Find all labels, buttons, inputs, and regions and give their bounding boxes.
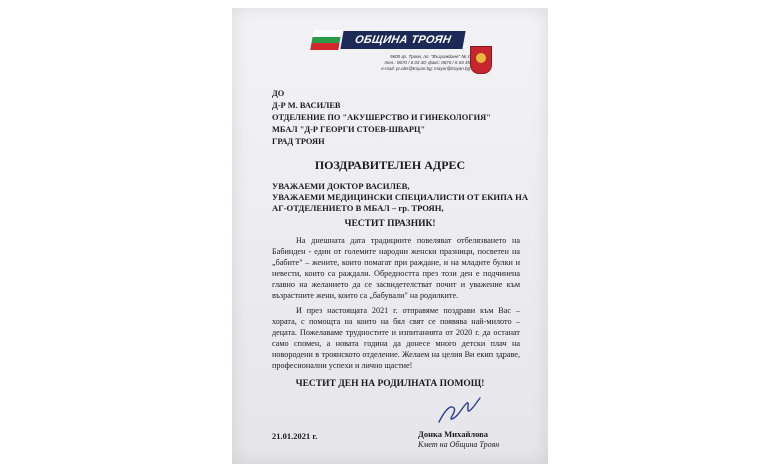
- contact-line: 5600 гр. Троян, пл. "Възраждане" № 1: [390, 54, 470, 59]
- flag-icon: [310, 30, 342, 50]
- letterhead: [312, 30, 492, 90]
- coat-of-arms-icon: [470, 46, 492, 74]
- letterhead-contact: [378, 54, 470, 72]
- signature-icon: [436, 394, 482, 426]
- body-paragraph: На днешната дата традициите повеляват отбелязването на Бабинден - един от големите народни женски празници, посветен на „бабите" – жените, които помагат при раждане, и на младите булки и невести, които са раждали. Обредността през този ден е подчинена главно на желанието да се засвидетелстват почит и уважение към възрастните жени, които са „бабували" на родилките.: [272, 236, 520, 300]
- org-name: ОБЩИНА ТРОЯН: [340, 31, 465, 49]
- salutation-line: УВАЖАЕМИ МЕДИЦИНСКИ СПЕЦИАЛИСТИ ОТ ЕКИПА НА: [272, 192, 529, 202]
- salutation-line: УВАЖАЕМИ ДОКТОР ВАСИЛЕВ,: [272, 181, 410, 191]
- contact-line: тел.: 0670 / 6 03 30; факс: 0670 / 6 03 45: [384, 60, 470, 65]
- signatory-name: Донка Михайлова: [418, 429, 488, 439]
- recipient-line: МБАЛ "Д-Р ГЕОРГИ СТОЕВ-ШВАРЦ": [272, 125, 426, 134]
- letter-heading: ПОЗДРАВИТЕЛЕН АДРЕС: [314, 158, 466, 172]
- recipient-line: ДО: [272, 89, 285, 98]
- letter-document: [232, 8, 548, 464]
- closing-line: ЧЕСТИТ ДЕН НА РОДИЛНАТА ПОМОЩ!: [295, 379, 485, 389]
- salutation-line: АГ-ОТДЕЛЕНИЕТО В МБАЛ – гр. ТРОЯН,: [272, 203, 444, 213]
- body-paragraph: И през настоящата 2021 г. отправяме поздрави към Вас – хората, с помощта на които на бял свят се появява най-милото – децата. Пожелаваме трудностите и изпитанията от 2020 г. да останат само спомен, а новата година да донесе много детски плач на новородени в троянското отделение. Желаем на целия Ви екип здраве, професионални успехи и лично щастие!: [272, 306, 520, 370]
- recipient-line: Д-Р М. ВАСИЛЕВ: [272, 101, 341, 110]
- contact-line: e-mail: pr.obs@troyan.bg; mayor@troyan.bg: [381, 66, 470, 71]
- letter-date: 21.01.2021 г.: [272, 431, 318, 441]
- recipient-line: ОТДЕЛЕНИЕ ПО "АКУШЕРСТВО И ГИНЕКОЛОГИЯ": [272, 113, 491, 122]
- signatory-title: Кмет на Община Троян: [418, 440, 500, 449]
- recipient-line: ГРАД ТРОЯН: [272, 137, 325, 146]
- greeting: ЧЕСТИТ ПРАЗНИК!: [344, 219, 436, 229]
